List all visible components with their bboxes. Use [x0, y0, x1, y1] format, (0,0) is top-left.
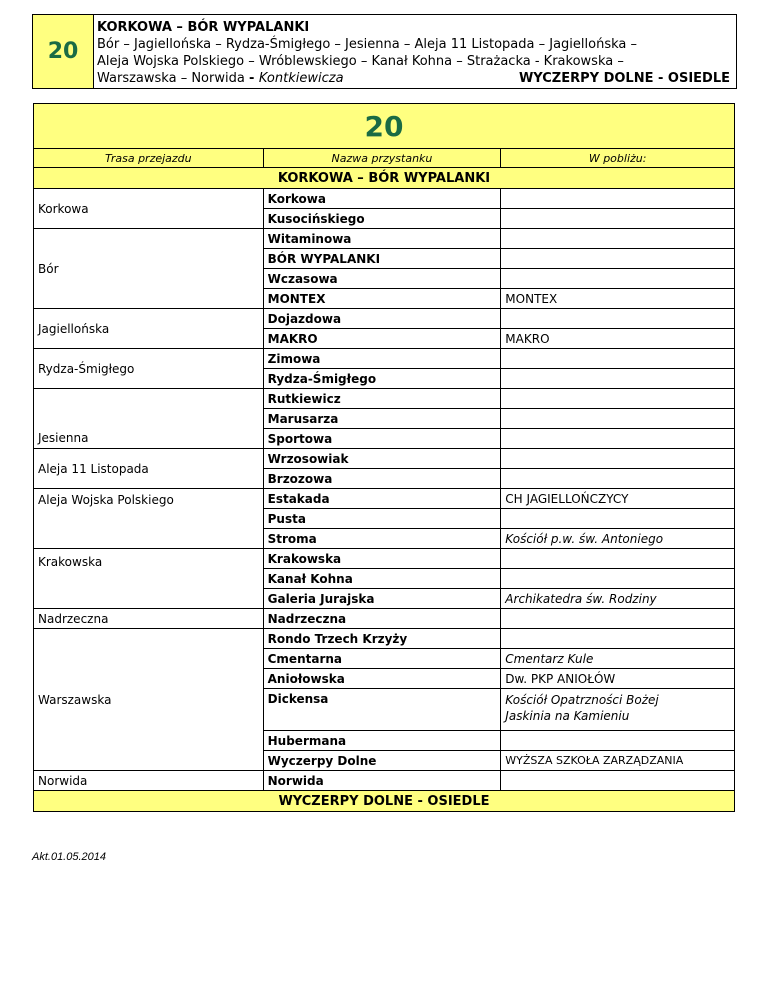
nearby-place	[501, 449, 735, 469]
start-direction-row	[34, 168, 735, 189]
route-segment: Rydza-Śmigłego	[34, 349, 264, 389]
nearby-place	[501, 409, 735, 429]
col-header-stop: Nazwa przystanku	[263, 149, 501, 168]
route-header	[32, 14, 737, 89]
stop-name: Galeria Jurajska	[263, 589, 501, 609]
nearby-place: Cmentarz Kule	[501, 649, 735, 669]
nearby-place: WYŻSZA SZKOŁA ZARZĄDZANIA	[501, 751, 735, 771]
stop-name: Wrzosowiak	[263, 449, 501, 469]
stop-name: Wczasowa	[263, 269, 501, 289]
col-header-near: W pobliżu:	[501, 149, 735, 168]
end-direction-row	[34, 791, 735, 812]
nearby-place	[501, 689, 735, 731]
nearby-place: Kościół p.w. św. Antoniego	[501, 529, 735, 549]
table-row	[34, 229, 735, 249]
nearby-place	[501, 229, 735, 249]
route-segment: Bór	[34, 229, 264, 309]
table-row	[34, 189, 735, 209]
nearby-place	[501, 569, 735, 589]
nearby-place	[501, 189, 735, 209]
route-segment: Aleja 11 Listopada	[34, 449, 264, 489]
stop-name: Rondo Trzech Krzyży	[263, 629, 501, 649]
route-segment: Krakowska	[34, 549, 264, 609]
nearby-place: MAKRO	[501, 329, 735, 349]
col-header-route: Trasa przejazdu	[34, 149, 264, 168]
nearby-place-line-2: Jaskinia na Kamieniu	[505, 709, 630, 723]
stop-name: Rutkiewicz	[263, 389, 501, 409]
route-description	[94, 15, 736, 88]
stop-name: Norwida	[263, 771, 501, 791]
stop-name: Nadrzeczna	[263, 609, 501, 629]
nearby-place	[501, 309, 735, 329]
nearby-place	[501, 629, 735, 649]
table-row	[34, 549, 735, 569]
nearby-place: Archikatedra św. Rodziny	[501, 589, 735, 609]
stop-name: Estakada	[263, 489, 501, 509]
route-segment: Aleja Wojska Polskiego	[34, 489, 264, 549]
stop-name: BÓR WYPALANKI	[263, 249, 501, 269]
nearby-place	[501, 731, 735, 751]
line-number-big: 20	[34, 104, 735, 149]
route-line-2: Aleja Wojska Polskiego – Wróblewskiego – Kanał Kohna – Strażacka - Krakowska –	[97, 54, 624, 69]
stop-name: Sportowa	[263, 429, 501, 449]
route-line-3-a: Warszawska – Norwida	[97, 71, 249, 86]
route-title: KORKOWA – BÓR WYPALANKI	[97, 20, 310, 35]
stop-name: Stroma	[263, 529, 501, 549]
nearby-place	[501, 369, 735, 389]
nearby-place	[501, 549, 735, 569]
table-row	[34, 349, 735, 369]
table-row	[34, 489, 735, 509]
stop-name: Krakowska	[263, 549, 501, 569]
stop-name: Cmentarna	[263, 649, 501, 669]
nearby-place	[501, 771, 735, 791]
line-number-badge: 20	[33, 15, 94, 88]
route-segment: Jesienna	[34, 389, 264, 449]
stop-name: Kusocińskiego	[263, 209, 501, 229]
table-row	[34, 309, 735, 329]
stop-name: Aniołowska	[263, 669, 501, 689]
stop-name: Pusta	[263, 509, 501, 529]
line-number-row	[34, 104, 735, 149]
nearby-place	[501, 469, 735, 489]
stop-name: Rydza-Śmigłego	[263, 369, 501, 389]
stop-name: Witaminowa	[263, 229, 501, 249]
nearby-place	[501, 269, 735, 289]
stop-name: MAKRO	[263, 329, 501, 349]
stop-name: Kanał Kohna	[263, 569, 501, 589]
route-line-3-variant: Kontkiewicza	[258, 71, 344, 86]
table-row	[34, 449, 735, 469]
stop-name: Wyczerpy Dolne	[263, 751, 501, 771]
stop-name: Dickensa	[263, 689, 501, 731]
stop-name: Marusarza	[263, 409, 501, 429]
nearby-place: CH JAGIELLOŃCZYCY	[501, 489, 735, 509]
route-line-1: Bór – Jagiellońska – Rydza-Śmigłego – Jesienna – Aleja 11 Listopada – Jagiellońska –	[97, 37, 637, 52]
table-row	[34, 629, 735, 649]
table-row	[34, 609, 735, 629]
stop-name: Brzozowa	[263, 469, 501, 489]
stop-name: Dojazdowa	[263, 309, 501, 329]
route-segment: Korkowa	[34, 189, 264, 229]
stop-name: MONTEX	[263, 289, 501, 309]
nearby-place: Dw. PKP ANIOŁÓW	[501, 669, 735, 689]
stop-name: Korkowa	[263, 189, 501, 209]
nearby-place	[501, 429, 735, 449]
route-line-3-dash: -	[248, 71, 259, 86]
start-direction: KORKOWA – BÓR WYPALANKI	[34, 168, 735, 189]
update-date: Akt.01.05.2014	[32, 851, 107, 863]
stop-name: Hubermana	[263, 731, 501, 751]
nearby-place	[501, 609, 735, 629]
column-header-row	[34, 149, 735, 168]
timetable-stops-table	[33, 103, 735, 812]
route-segment: Norwida	[34, 771, 264, 791]
route-segment: Warszawska	[34, 629, 264, 771]
table-row	[34, 389, 735, 409]
route-line-3	[97, 70, 730, 87]
nearby-place	[501, 349, 735, 369]
nearby-place	[501, 249, 735, 269]
route-segment: Nadrzeczna	[34, 609, 264, 629]
nearby-place: MONTEX	[501, 289, 735, 309]
nearby-place	[501, 389, 735, 409]
route-terminus: WYCZERPY DOLNE - OSIEDLE	[518, 71, 730, 86]
end-direction: WYCZERPY DOLNE - OSIEDLE	[34, 791, 735, 812]
nearby-place	[501, 209, 735, 229]
table-row	[34, 771, 735, 791]
stop-name: Zimowa	[263, 349, 501, 369]
nearby-place-line-1: Kościół Opatrzności Bożej	[505, 693, 659, 707]
route-segment: Jagiellońska	[34, 309, 264, 349]
nearby-place	[501, 509, 735, 529]
